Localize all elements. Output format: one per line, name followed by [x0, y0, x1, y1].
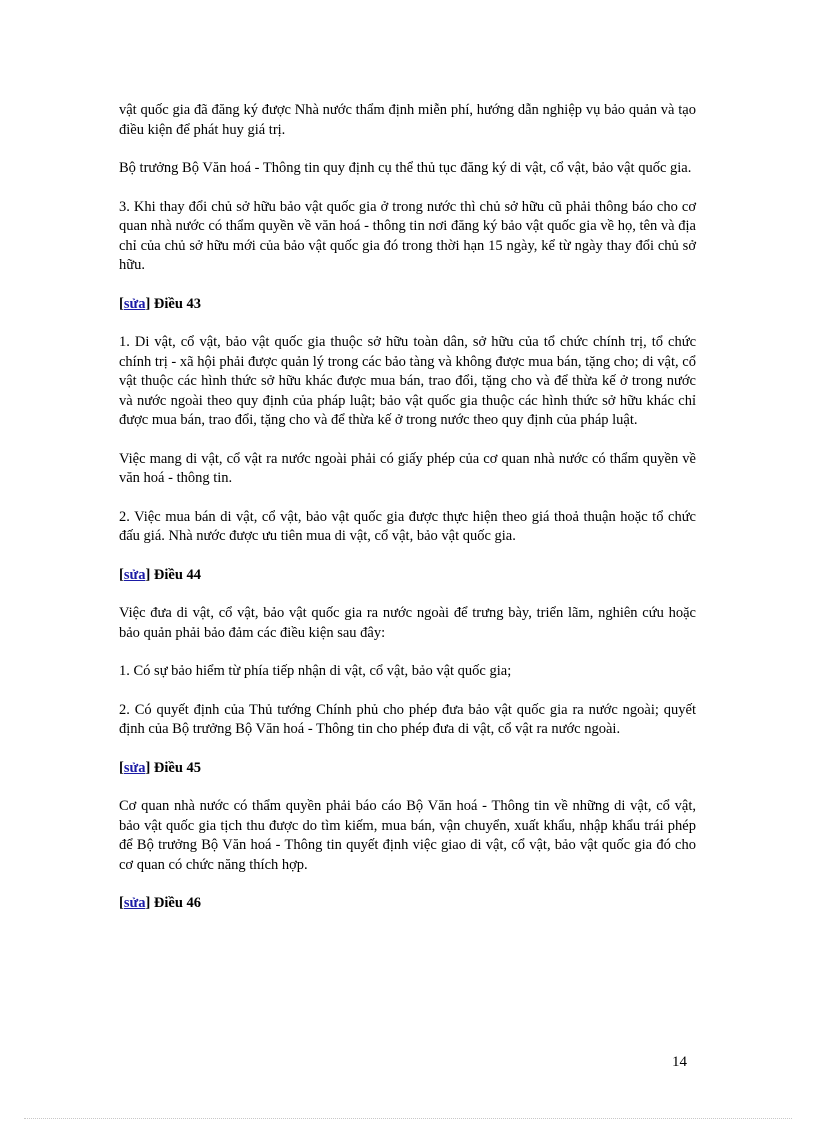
article-title: Điều 45 — [153, 759, 202, 776]
paragraph: Cơ quan nhà nước có thẩm quyền phải báo cáo Bộ Văn hoá - Thông tin về những di vật, cổ vật, bảo vật quốc gia tịch thu được do tìm kiếm, mua bán, vận chuyển, xuất khẩu, nhập khẩu trái phép để Bộ trưởng Bộ Văn hoá - Thông tin quyết định việc giao di vật, cổ vật, bảo vật quốc gia đó cho cơ quan có chức năng thích hợp. — [119, 798, 696, 873]
paragraph: 1. Có sự bảo hiểm từ phía tiếp nhận di vật, cổ vật, bảo vật quốc gia; — [119, 663, 512, 679]
paragraph: Việc đưa di vật, cổ vật, bảo vật quốc gia ra nước ngoài để trưng bày, triển lãm, nghiên cứu hoặc bảo quản phải bảo đảm các điều kiện sau đây: — [119, 605, 696, 641]
paragraph: 1. Di vật, cổ vật, bảo vật quốc gia thuộc sở hữu toàn dân, sở hữu của tổ chức chính trị, tổ chức chính trị - xã hội phải được quản lý trong các bảo tàng và không được mua bán, tặng cho; di vật, cổ vật thuộc các hình thức sở hữu khác được mua bán, trao đổi, tặng cho và để thừa kế ở trong nước và nước ngoài theo quy định của pháp luật; bảo vật quốc gia thuộc các hình thức sở hữu khác chỉ được mua bán, trao đổi, tặng cho và để thừa kế ở trong nước theo quy định của pháp luật. — [119, 334, 696, 428]
paragraph: 2. Có quyết định của Thủ tướng Chính phủ cho phép đưa bảo vật quốc gia ra nước ngoài; quyết định của Bộ trưởng Bộ Văn hoá - Thông tin cho phép đưa di vật, cổ vật ra nước ngoài. — [119, 701, 696, 737]
paragraph: 2. Việc mua bán di vật, cổ vật, bảo vật quốc gia được thực hiện theo giá thoả thuận hoặc tổ chức đấu giá. Nhà nước được ưu tiên mua di vật, cổ vật, bảo vật quốc gia. — [119, 508, 696, 544]
paragraph: vật quốc gia đã đăng ký được Nhà nước thẩm định miễn phí, hướng dẫn nghiệp vụ bảo quản và tạo điều kiện để phát huy giá trị. — [119, 102, 696, 138]
article-heading-44: [sửa] Điều 44 — [119, 566, 202, 583]
page-number: 14 — [672, 1054, 687, 1070]
article-title: Điều 43 — [153, 295, 202, 312]
paragraph: Việc mang di vật, cổ vật ra nước ngoài phải có giấy phép của cơ quan nhà nước có thẩm quyền về văn hoá - thông tin. — [119, 450, 696, 486]
article-title: Điều 46 — [153, 895, 202, 911]
article-heading-43: [sửa] Điều 43 — [119, 295, 202, 312]
article-heading-45: [sửa] Điều 45 — [119, 759, 202, 776]
paragraph: 3. Khi thay đổi chủ sở hữu bảo vật quốc gia ở trong nước thì chủ sở hữu cũ phải thông báo cho cơ quan nhà nước có thẩm quyền về văn hoá - thông tin nơi đăng ký bảo vật quốc gia về họ, tên và địa chỉ của chủ sở hữu mới của bảo vật quốc gia đó trong thời hạn 15 ngày, kể từ ngày thay đổi chủ sở hữu. — [119, 198, 696, 273]
edit-link[interactable]: sửa — [123, 566, 146, 583]
paragraph: Bộ trưởng Bộ Văn hoá - Thông tin quy định cụ thể thủ tục đăng ký di vật, cổ vật, bảo vật quốc gia. — [119, 160, 692, 176]
edit-link[interactable]: sửa — [123, 295, 146, 312]
edit-link[interactable]: sửa — [123, 895, 146, 911]
article-heading-46: [sửa] Điều 46 — [119, 895, 202, 911]
article-title: Điều 44 — [153, 566, 202, 583]
page-divider — [24, 1118, 792, 1119]
edit-link[interactable]: sửa — [123, 759, 146, 776]
document-body — [119, 101, 696, 933]
